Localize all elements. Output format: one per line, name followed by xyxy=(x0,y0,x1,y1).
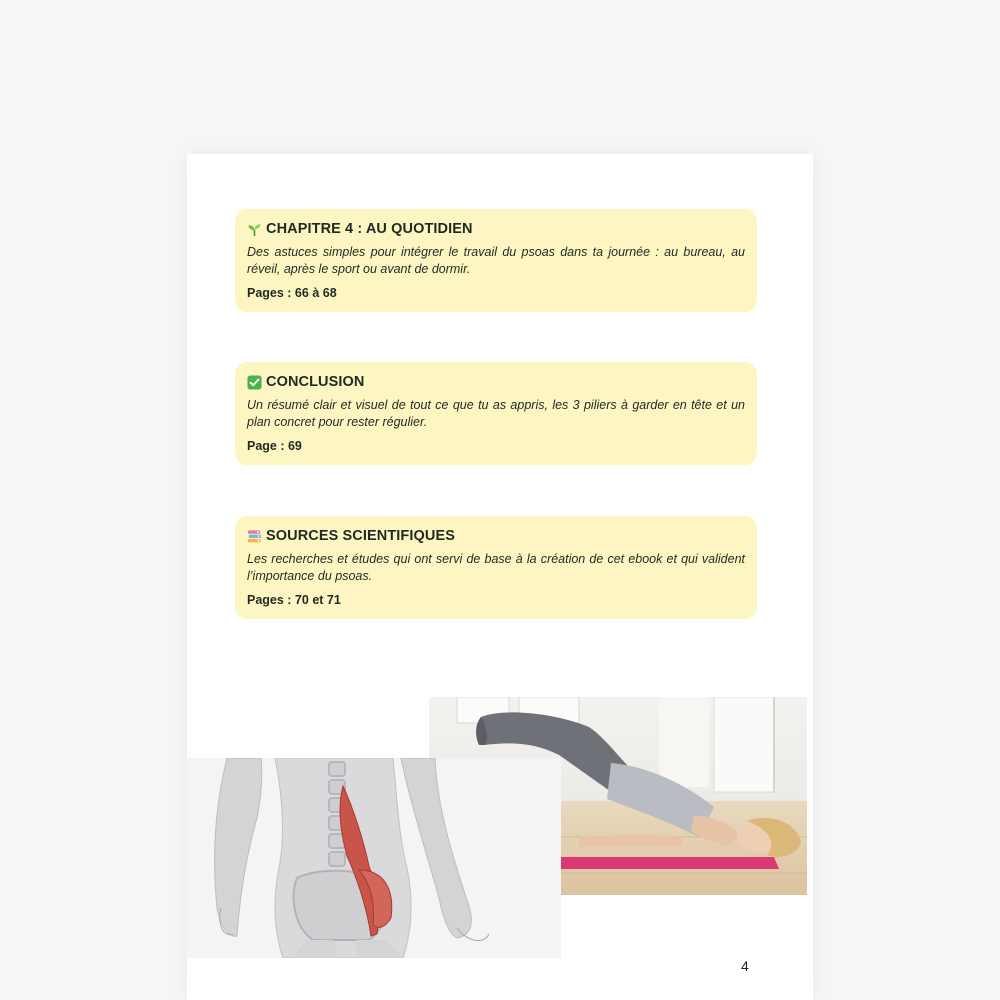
conclusion-pages: Page : 69 xyxy=(247,439,302,453)
psoas-anatomy-illustration xyxy=(187,758,561,958)
sources-pages: Pages : 70 et 71 xyxy=(247,593,341,607)
sources-card xyxy=(235,516,757,619)
conclusion-description: Un résumé clair et visuel de tout ce que tu as appris, les 3 piliers à garder en tête et un plan concret pour rester régulier. xyxy=(247,398,745,429)
chapter-4-card xyxy=(235,209,757,312)
chapter-4-title-row xyxy=(247,221,745,237)
chapter-4-description: Des astuces simples pour intégrer le travail du psoas dans ta journée : au bureau, au réveil, après le sport ou avant de dormir. xyxy=(247,245,745,276)
sources-title: SOURCES SCIENTIFIQUES xyxy=(266,528,456,544)
sources-description: Les recherches et études qui ont servi de base à la création de cet ebook et qui valident l’importance du psoas. xyxy=(247,552,745,583)
seedling-icon xyxy=(247,222,262,237)
conclusion-title-row xyxy=(247,374,745,390)
chapter-4-pages: Pages : 66 à 68 xyxy=(247,286,337,300)
psoas-anatomy-figure xyxy=(187,758,561,958)
check-box-icon xyxy=(247,375,262,390)
page-number: 4 xyxy=(741,958,749,974)
document-page xyxy=(187,154,813,1000)
chapter-4-title: CHAPITRE 4 : AU QUOTIDIEN xyxy=(266,221,473,237)
books-icon xyxy=(247,529,262,544)
conclusion-card xyxy=(235,362,757,465)
sources-title-row xyxy=(247,528,745,544)
conclusion-title: CONCLUSION xyxy=(266,374,365,390)
